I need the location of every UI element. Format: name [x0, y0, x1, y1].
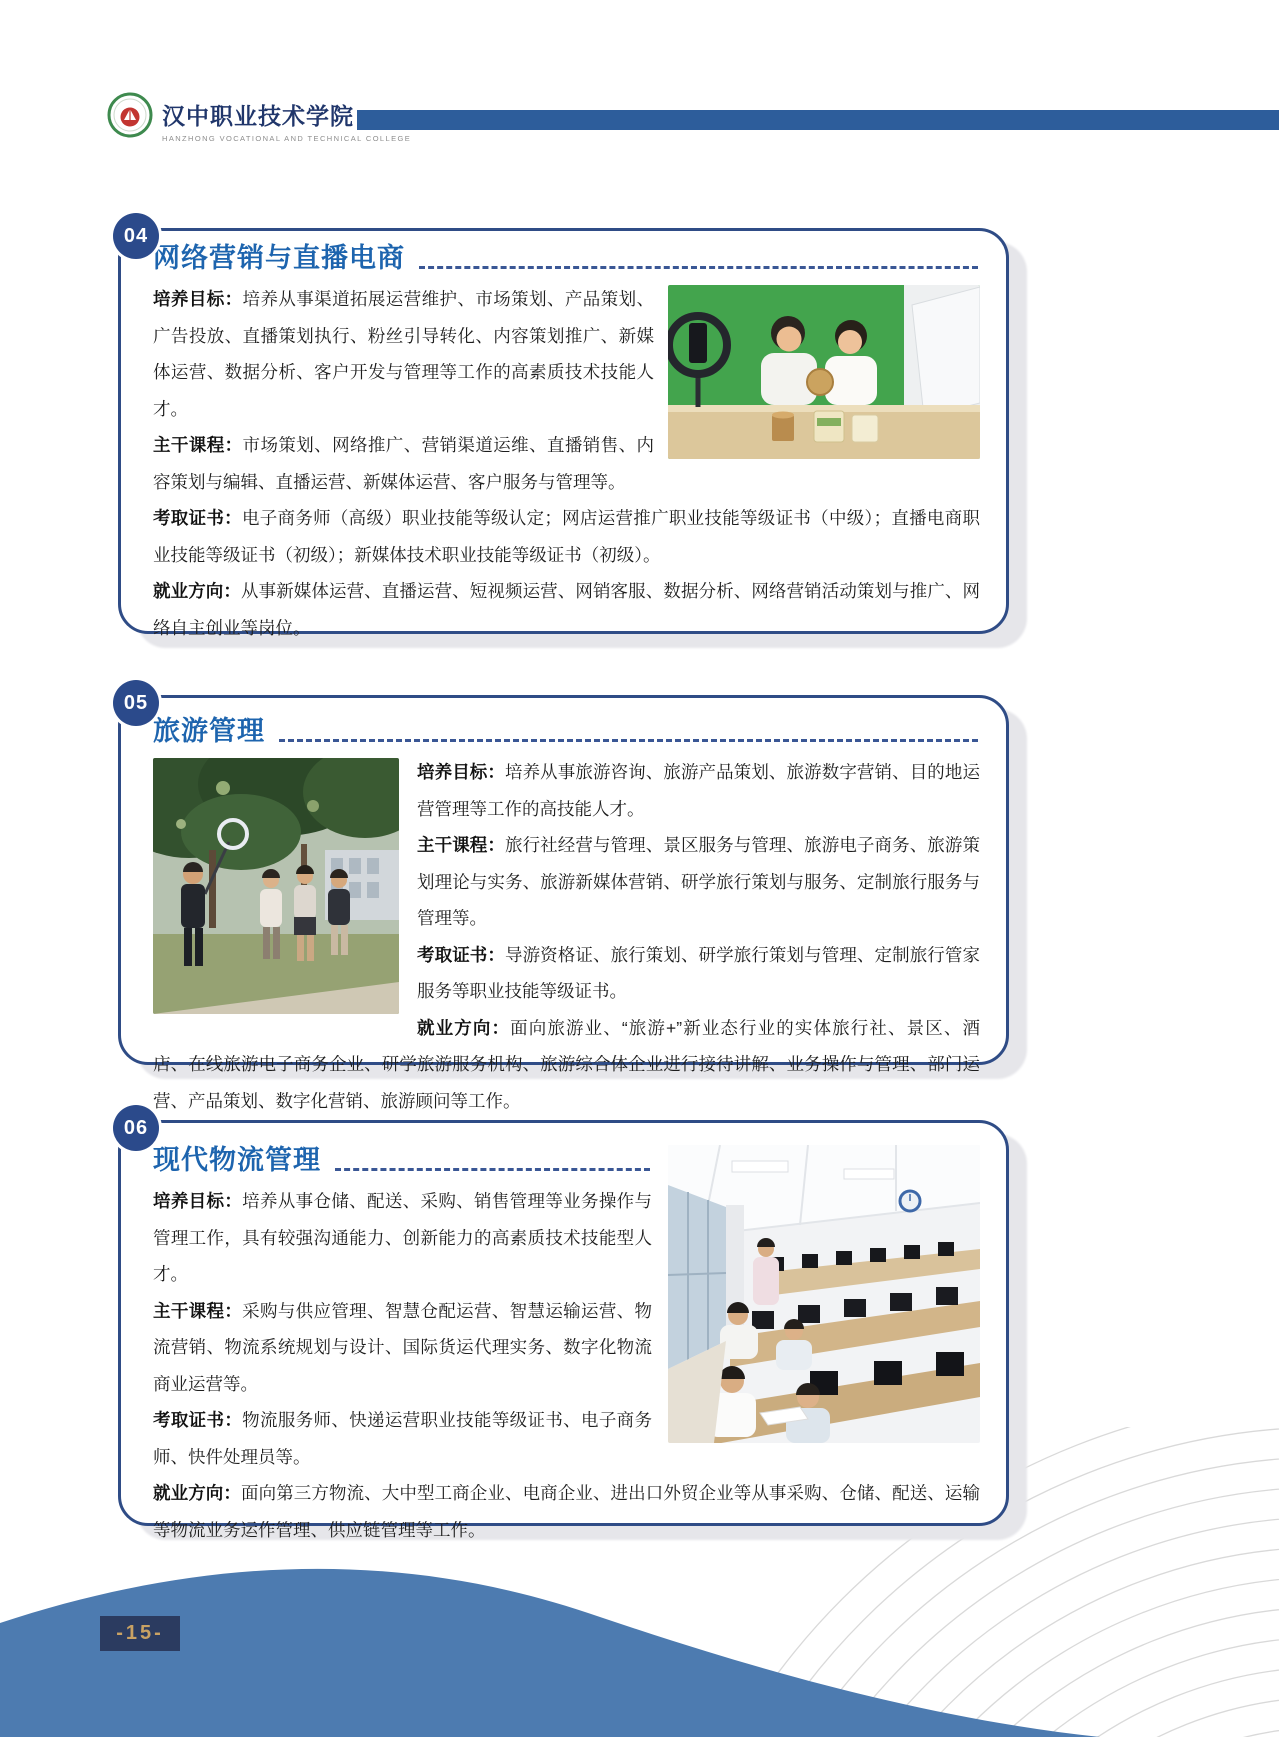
section-text: 从事新媒体运营、直播运营、短视频运营、网销客服、数据分析、网络营销活动策划与推广、网络自主创业等岗位。 — [153, 581, 981, 638]
section-label: 培养目标： — [417, 762, 505, 782]
college-logo — [106, 90, 154, 140]
section-label: 考取证书： — [417, 944, 505, 965]
program-card-04 — [118, 224, 1009, 638]
section-label: 就业方向： — [153, 581, 241, 601]
title-dashed-line — [419, 266, 978, 269]
section-text: 市场策划、网络推广、营销渠道运维、直播销售、内容策划与编辑、直播运营、新媒体运营、客户服务与管理等。 — [153, 435, 655, 492]
blue-wave-shape — [0, 1569, 1100, 1737]
section-label: 考取证书： — [153, 1410, 243, 1430]
section-text: 面向第三方物流、大中型工商企业、电商企业、进出口外贸企业等从事采购、仓储、配送、运输等物流业务运作管理、供应链管理等工作。 — [153, 1483, 981, 1540]
section-label: 主干课程： — [153, 435, 243, 455]
program-title: 网络营销与直播电商 — [153, 243, 405, 273]
section-text: 物流服务师、快递运营职业技能等级证书、电子商务师、快件处理员等。 — [153, 1410, 653, 1467]
section-text: 面向旅游业、“旅游+”新业态行业的实体旅行社、景区、酒店、在线旅游电子商务企业、研学旅游服务机构、旅游综合体企业进行接待讲解、业务操作与管理、部门运营、产品策划、数字化营销、旅游顾问等工作。 — [153, 1017, 981, 1111]
program-number-badge: 05 — [113, 680, 159, 726]
program-title: 现代物流管理 — [153, 1145, 321, 1175]
program-card-06 — [118, 1116, 1009, 1540]
program-card-05 — [118, 691, 1009, 1111]
program-title: 旅游管理 — [153, 716, 265, 746]
section-label: 就业方向： — [417, 1017, 511, 1038]
program-number-badge: 06 — [113, 1105, 159, 1151]
logistics-computer-lab-photo — [668, 1145, 980, 1443]
section-label: 主干课程： — [417, 835, 505, 855]
title-dashed-line — [335, 1168, 650, 1171]
section-text: 培养从事仓储、配送、采购、销售管理等业务操作与管理工作，具有较强沟通能力、创新能力的高素质技术技能型人才。 — [153, 1191, 653, 1284]
section-text: 培养从事渠道拓展运营维护、市场策划、产品策划、广告投放、直播策划执行、粉丝引导转化、内容策划推广、新媒体运营、数据分析、客户开发与管理等工作的高素质技术技能人才。 — [153, 289, 655, 419]
page-number: -15- — [116, 1622, 164, 1644]
page-number-badge — [100, 1616, 180, 1651]
title-dashed-line — [279, 739, 978, 742]
section-text: 采购与供应管理、智慧仓配运营、智慧运输运营、物流营销、物流系统规划与设计、国际货运代理实务、数字化物流商业运营等。 — [153, 1300, 653, 1394]
section-label: 主干课程： — [153, 1300, 243, 1321]
live-commerce-studio-photo — [668, 285, 980, 459]
outdoor-tourism-practice-photo — [153, 758, 399, 1014]
section-text: 旅行社经营与管理、景区服务与管理、旅游电子商务、旅游策划理论与实务、旅游新媒体营销、研学旅行策划与服务、定制旅行服务与管理等。 — [417, 835, 980, 928]
header-bar — [357, 110, 1279, 130]
section-text: 培养从事旅游咨询、旅游产品策划、旅游数字营销、目的地运营管理等工作的高技能人才。 — [417, 762, 980, 819]
section-label: 就业方向： — [153, 1483, 241, 1503]
program-number-badge: 04 — [113, 213, 159, 259]
section-label: 培养目标： — [153, 1191, 243, 1211]
section-label: 培养目标： — [153, 289, 243, 309]
section-label: 考取证书： — [153, 508, 242, 528]
college-name-en: HANZHONG VOCATIONAL AND TECHNICAL COLLEGE — [162, 134, 412, 143]
section-text: 电子商务师（高级）职业技能等级认定；网店运营推广职业技能等级证书（中级）；直播电商职业技能等级证书（初级）；新媒体技术职业技能等级证书（初级）。 — [153, 508, 981, 565]
college-name-zh: 汉中职业技术学院 — [162, 104, 354, 129]
section-text: 导游资格证、旅行策划、研学旅行策划与管理、定制旅行管家服务等职业技能等级证书。 — [417, 944, 980, 1001]
